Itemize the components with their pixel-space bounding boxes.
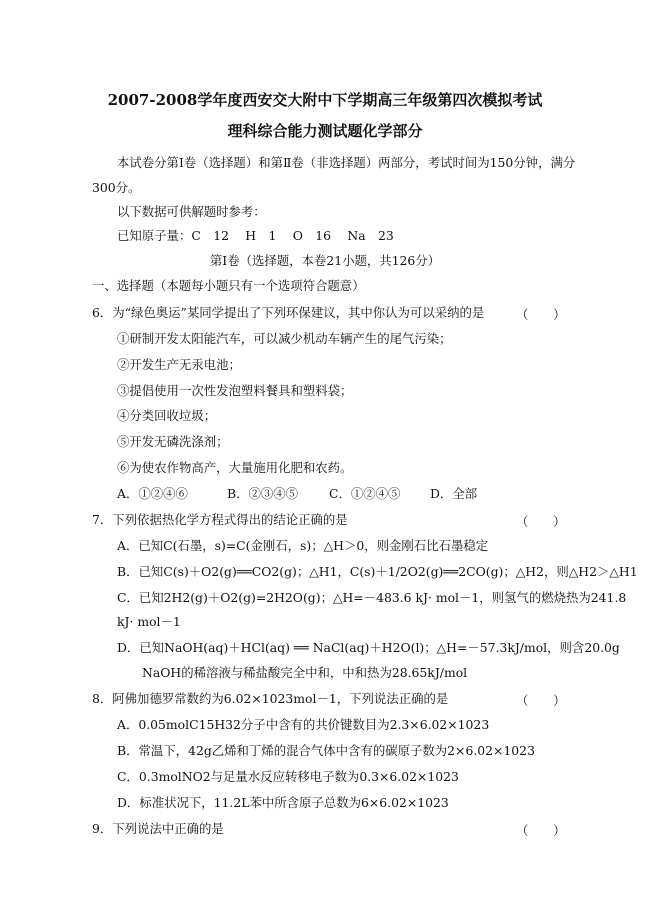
q7-answer-paren: （ ） <box>516 514 566 529</box>
q6-option-c: C．①②④⑤ <box>329 486 401 501</box>
section-heading: 第Ⅰ卷（选择题，本卷21小题，共126分） <box>209 253 441 268</box>
q7-option-b: B．已知C(s)＋O2(g)══CO2(g)；△H1，C(s)＋1/2O2(g)══2CO(g)；△H2，则△H2＞△H1 <box>117 564 638 579</box>
q6-option-a: A．①②④⑥ <box>117 486 188 501</box>
q6-item-6: ⑥为使农作物高产，大量施用化肥和农药。 <box>117 460 353 475</box>
q8-option-a: A．0.05molC15H32分子中含有的共价键数目为2.3×6.02×1023 <box>117 717 490 732</box>
q6-item-3: ③提倡使用一次性发泡塑料餐具和塑料袋； <box>117 383 353 398</box>
q9-answer-paren: （ ） <box>516 823 566 838</box>
q6-item-5: ⑤开发无磷洗涤剂； <box>117 434 229 449</box>
intro-line-2: 300分。 <box>92 180 141 195</box>
q6-item-1: ①研制开发太阳能汽车，可以减少机动车辆产生的尾气污染； <box>117 331 452 346</box>
q6-option-b: B．②③④⑤ <box>227 486 299 501</box>
q8-option-b: B．常温下，42g乙烯和丁烯的混合气体中含有的碳原子数为2×6.02×1023 <box>117 743 535 758</box>
q7-option-c-line-2: kJ· mol－1 <box>117 614 181 629</box>
q7-option-d-line-1: D．已知NaOH(aq)＋HCl(aq) ══ NaCl(aq)＋H2O(l)；△H=－57.3kJ/mol，则含20.0g <box>117 640 620 655</box>
q6-item-2: ②开发生产无汞电池； <box>117 357 241 372</box>
q6-answer-paren: （ ） <box>516 307 566 322</box>
q8-answer-paren: （ ） <box>516 693 566 708</box>
q7-stem: 7．下列依据热化学方程式得出的结论正确的是 <box>92 512 348 527</box>
exam-title: 2007-2008学年度西安交大附中下学期高三年级第四次模拟考试 <box>107 91 543 109</box>
q8-option-c: C．0.3molNO2与足量水反应转移电子数为0.3×6.02×1023 <box>117 769 459 784</box>
q8-option-d: D．标准状况下，11.2L苯中所含原子总数为6×6.02×1023 <box>117 795 449 810</box>
q7-option-a: A．已知C(石墨，s)=C(金刚石，s)；△H＞0，则金刚石比石墨稳定 <box>117 538 489 553</box>
q6-option-d: D．全部 <box>430 486 478 501</box>
q8-stem: 8．阿佛加德罗常数约为6.02×1023mol－1，下列说法正确的是 <box>92 691 449 706</box>
reference-note: 以下数据可供解题时参考： <box>117 204 266 219</box>
q7-option-c-line-1: C．已知2H2(g)＋O2(g)=2H2O(g)；△H=－483.6 kJ· mol－1，则氢气的燃烧热为241.8 <box>117 590 627 605</box>
part-heading: 一、选择题（本题每小题只有一个选项符合题意） <box>92 278 365 293</box>
q7-option-d-line-2: NaOH的稀溶液与稀盐酸完全中和，中和热为28.65kJ/mol <box>142 665 468 680</box>
q6-stem: 6．为“绿色奥运”某同学提出了下列环保建议，其中你认为可以采纳的是 <box>92 305 485 320</box>
q9-stem: 9．下列说法中正确的是 <box>92 821 224 836</box>
exam-subtitle: 理科综合能力测试题化学部分 <box>227 122 423 140</box>
q6-item-4: ④分类回收垃圾； <box>117 408 217 423</box>
intro-line-1: 本试卷分第Ⅰ卷（选择题）和第Ⅱ卷（非选择题）两部分，考试时间为150分钟，满分 <box>117 155 576 170</box>
atomic-masses: 已知原子量：C 12 H 1 O 16 Na 23 <box>117 228 394 243</box>
